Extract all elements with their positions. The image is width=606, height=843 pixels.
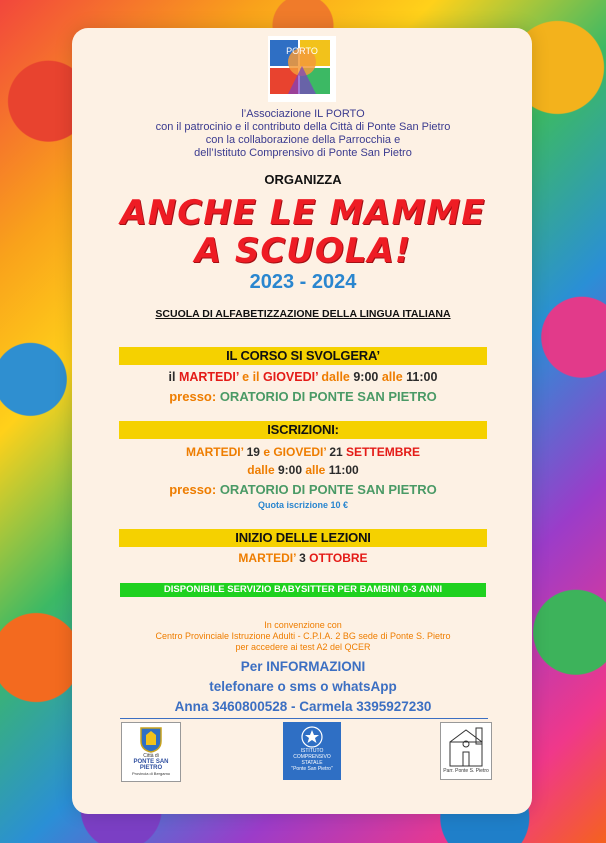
logo-il-porto-icon: [268, 36, 336, 102]
babysitter-banner: DISPONIBILE SERVIZIO BABYSITTER PER BAMBINI 0-3 ANNI: [120, 583, 486, 597]
registration-dates: MARTEDI’ 19 e GIOVEDI’ 21 SETTEMBRE: [185, 445, 421, 459]
start-heading: INIZIO DELLE LEZIONI: [119, 529, 487, 547]
info-heading: Per INFORMAZIONI: [240, 659, 366, 674]
school-logo: ISTITUTO COMPRENSIVO STATALE "Ponte San Pietro": [283, 722, 341, 780]
church-icon: [446, 726, 486, 768]
italian-emblem-icon: [301, 726, 323, 748]
registration-fee: Quota iscrizione 10 €: [257, 500, 349, 510]
title-line-1: ANCHE LE MAMME: [120, 193, 486, 233]
city-crest-icon: [140, 727, 162, 753]
page-title: [0, 194, 606, 270]
school-year: 2023 - 2024: [249, 271, 357, 293]
registration-hours: dalle 9:00 alle 11:00: [247, 463, 359, 477]
title-line-2: A SCUOLA!: [194, 231, 412, 271]
info-phone-numbers: Anna 3460800528 - Carmela 3395927230: [174, 699, 432, 714]
registration-heading: ISCRIZIONI:: [119, 421, 487, 439]
institute-line: dell’Istituto Comprensivo di Ponte San Pietro: [194, 147, 412, 159]
convention-line-3: per accedere ai test A2 del QCER: [235, 642, 371, 652]
course-heading: IL CORSO SI SVOLGERA’: [119, 347, 487, 365]
course-days: il MARTEDI’ e il GIOVEDI’ dalle 9:00 alle 11:00: [168, 370, 438, 384]
parish-line: con la collaborazione della Parrocchia e: [205, 134, 401, 146]
course-place: presso: ORATORIO DI PONTE SAN PIETRO: [169, 389, 437, 404]
parish-logo: Parr. Ponte S. Pietro: [440, 722, 492, 780]
organizza-label: ORGANIZZA: [264, 172, 342, 187]
convention-line-1: In convenzione con: [264, 620, 342, 630]
city-logo: Città di PONTE SAN PIETRO Provincia di Bergamo: [121, 722, 181, 782]
registration-place: presso: ORATORIO DI PONTE SAN PIETRO: [169, 482, 437, 497]
svg-text:PORTO: PORTO: [286, 46, 318, 56]
convention-line-2: Centro Provinciale Istruzione Adulti - C.P.I.A. 2 BG sede di Ponte S. Pietro: [155, 631, 451, 641]
school-subtitle: SCUOLA DI ALFABETIZZAZIONE DELLA LINGUA ITALIANA: [155, 308, 451, 320]
info-contact-methods: telefonare o sms o whatsApp: [209, 679, 397, 694]
patronage-line: con il patrocinio e il contributo della Città di Ponte San Pietro: [155, 121, 451, 133]
start-date: MARTEDI’ 3 OTTOBRE: [238, 551, 368, 565]
association-line: l’Associazione IL PORTO: [241, 108, 365, 120]
footer-divider: [120, 718, 488, 719]
